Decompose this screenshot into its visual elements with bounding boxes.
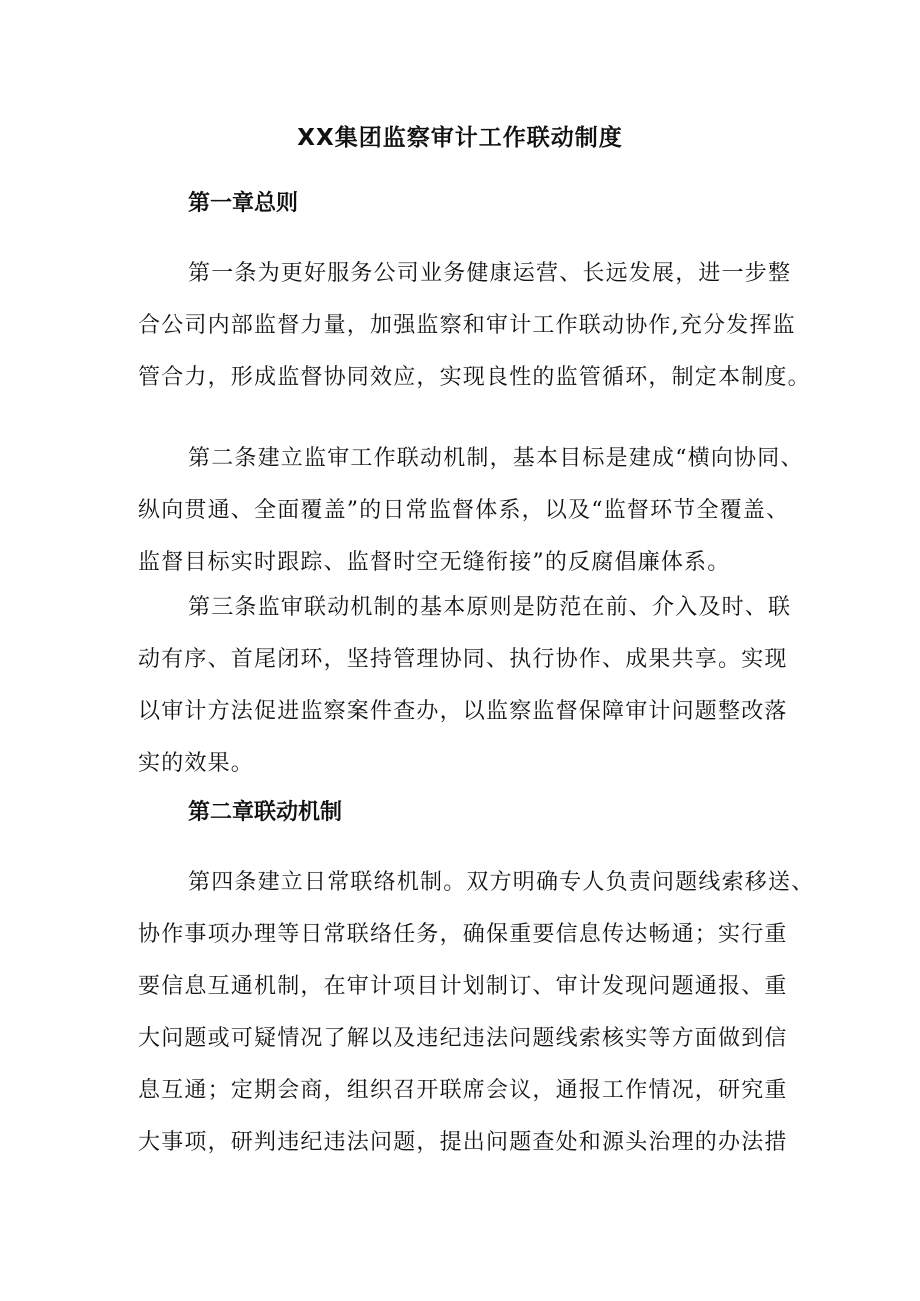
article-4-line: 要信息互通机制，在审计项目计划制订、审计发现问题通报、重 xyxy=(138,974,788,999)
article-2-line: 监督目标实时跟踪、监督时空无缝衔接”的反腐倡廉体系。 xyxy=(138,550,731,575)
article-3-line: 第三条监审联动机制的基本原则是防范在前、介入及时、联 xyxy=(188,595,792,620)
article-1-line: 第一条为更好服务公司业务健康运营、长远发展，进一步整 xyxy=(188,261,792,286)
chapter-1-heading: 第一章总则 xyxy=(188,191,299,216)
article-4-line: 大问题或可疑情况了解以及违纪违法问题线索核实等方面做到信 xyxy=(138,1026,788,1051)
article-3-line: 动有序、首尾闭环，坚持管理协同、执行协作、成果共享。实现 xyxy=(138,647,788,672)
article-2-line: 纵向贯通、全面覆盖”的日常监督体系，以及“监督环节全覆盖、 xyxy=(138,498,790,523)
document-title: XX集团监察审计工作联动制度 xyxy=(297,125,623,151)
article-1-line: 合公司内部监督力量，加强监察和审计工作联动协作,充分发挥监 xyxy=(138,313,796,338)
article-3-line: 实的效果。 xyxy=(138,751,255,776)
article-3-line: 以审计方法促进监察案件查办，以监察监督保障审计问题整改落 xyxy=(138,699,788,724)
article-3-paragraph xyxy=(138,582,810,790)
article-2-line: 第二条建立监审工作联动机制，基本目标是建成“横向协同、 xyxy=(188,446,804,471)
article-1-line: 管合力，形成监督协同效应，实现良性的监管循环，制定本制度。 xyxy=(138,365,811,390)
article-4-paragraph xyxy=(138,857,815,1169)
article-2-paragraph xyxy=(138,433,810,589)
article-4-line: 大事项，研判违纪违法问题，提出问题查处和源头治理的办法措 xyxy=(138,1130,788,1155)
article-4-line: 协作事项办理等日常联络任务，确保重要信息传达畅通；实行重 xyxy=(138,922,788,947)
chapter-2-heading: 第二章联动机制 xyxy=(188,800,343,825)
article-1-paragraph xyxy=(138,248,810,404)
article-4-line: 息互通；定期会商，组织召开联席会议，通报工作情况，研究重 xyxy=(138,1078,788,1103)
article-4-line: 第四条建立日常联络机制。双方明确专人负责问题线索移送、 xyxy=(188,870,815,895)
